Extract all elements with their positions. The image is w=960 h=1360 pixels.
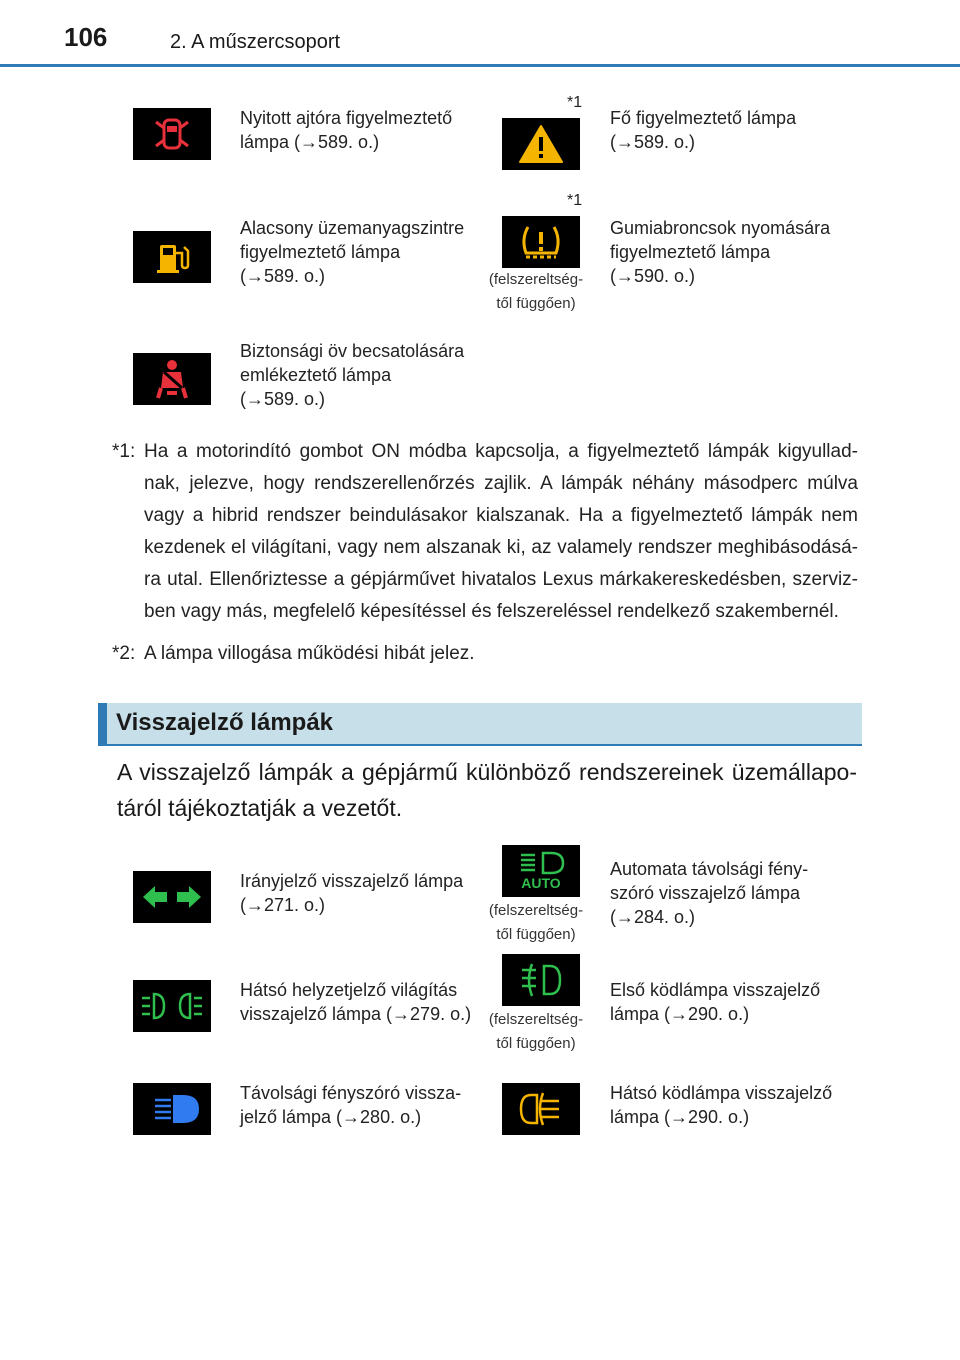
footnote-1 [112,436,858,628]
rear-fog-text: Hátsó ködlámpa visszajelző lámpa (→290. o.) [610,1083,833,1127]
auto-label: AUTO [521,875,561,891]
header-rule [0,64,960,67]
high-beam-icon [133,1083,211,1135]
section-underline [98,744,862,746]
master-warning-icon [502,118,580,170]
section-intro: A visszajelző lámpák a gépjármű különböző rendszereinek üzemállapo-táról tájékoztatják a vezetőt. [117,759,857,821]
front-fog-text: Első ködlámpa visszajelző lámpa (→290. o.) [610,980,821,1024]
tail-light-text: Hátsó helyzetjelző világítás visszajelző lámpa (→279. o.) [240,980,472,1024]
low-fuel-icon [133,231,211,283]
section-accent-bar [98,703,107,745]
tail-light-icon [133,980,211,1032]
equipment-note: (felszereltség- től függően) [488,271,584,312]
seatbelt-icon [133,353,211,405]
turn-signal-text: Irányjelző visszajelző lámpa (→271. o.) [240,871,464,915]
low-fuel-text: Alacsony üzemanyagszintre figyelmeztető lámpa (→589. o.) [240,218,465,286]
section-header [98,703,862,745]
tire-pressure-icon [502,216,580,268]
footnote-marker: *1 [567,94,583,111]
equipment-note: (felszereltség- től függően) [488,1011,584,1052]
section-title: Visszajelző lámpák [116,709,334,736]
footnote-text: Ha a motorindító gombot ON módba kapcsolja, a figyelmeztető lámpák kigyullad-nak, jelezve, hogy rendszerellenőrzés zajlik. A lámpák néhány másodperc múlva vagy a hibrid rendszer beindulásakor kialszanak. Ha a figyelmeztető lámpák nem kezdenek el világítani, vagy nem alszanak ki, az valamely rendszer meghibásodásá-ra utal. Ellenőriztesse a gépjárművet hivatalos Lexus márkakereskedésben, szerviz-ben vagy más, megfelelő képesítéssel és felszereléssel rendelkező szakembernél. [144,441,858,622]
page-header [0,0,960,70]
footnote-mark: *2: [112,643,136,664]
high-beam-text: Távolsági fényszóró vissza- jelző lámpa (→280. o.) [240,1083,462,1127]
page-number: 106 [64,22,108,52]
seatbelt-text: Biztonsági öv becsatolására emlékeztető lámpa (→589. o.) [240,341,465,409]
auto-high-beam-text: Automata távolsági fény- szóró visszajelző lámpa (→284. o.) [610,859,809,927]
footnote-marker: *1 [567,192,583,209]
equipment-note: (felszereltség- től függően) [488,902,584,943]
footnote-text: A lámpa villogása működési hibát jelez. [144,643,475,664]
tire-pressure-text: Gumiabroncsok nyomására figyelmeztető lámpa (→590. o.) [610,218,831,286]
turn-signal-icon [133,871,211,923]
front-fog-icon [502,954,580,1006]
rear-fog-icon [502,1083,580,1135]
door-warning-text: Nyitott ajtóra figyelmeztető lámpa (→589. o.) [240,108,453,152]
door-open-icon [133,108,211,160]
auto-high-beam-icon [502,845,580,897]
master-warning-text: Fő figyelmeztető lámpa (→589. o.) [610,108,797,152]
footnote-2 [112,638,858,670]
footnote-mark: *1: [112,441,136,462]
chapter-title: 2. A műszercsoport [170,31,341,53]
